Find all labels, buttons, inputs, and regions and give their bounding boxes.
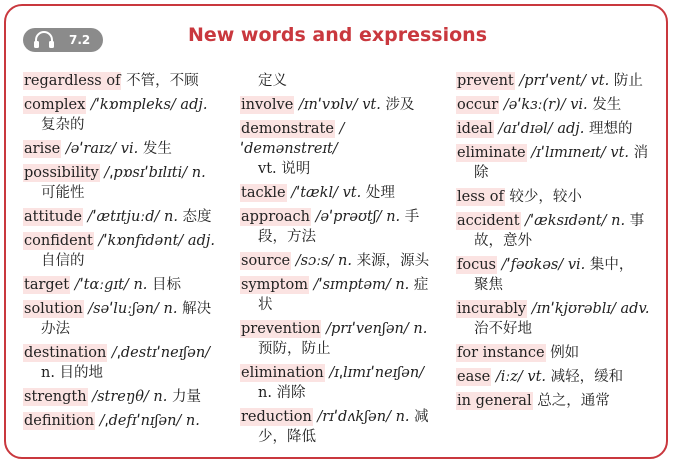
headword: reduction xyxy=(241,409,312,425)
pronunciation: /prɪˈvent/ xyxy=(519,73,586,89)
vocab-entry xyxy=(23,299,223,339)
vocab-entry xyxy=(456,187,656,207)
headword: in general xyxy=(457,393,532,409)
vocab-entry xyxy=(23,71,223,91)
meaning: 例如 xyxy=(550,345,580,361)
entry-line xyxy=(456,119,656,139)
vocab-entry xyxy=(23,411,223,431)
headword: incurably xyxy=(457,301,527,317)
vocab-entry xyxy=(240,363,440,403)
meaning-continued: 除 xyxy=(474,165,489,181)
entry-line xyxy=(23,95,223,115)
part-of-speech: n. xyxy=(413,321,428,337)
entry-line xyxy=(23,207,223,227)
pronunciation: /ˈfəʊkəs/ xyxy=(501,257,564,273)
pronunciation: /ˈkɒnfɪdənt/ xyxy=(98,233,184,249)
meaning: 发生 xyxy=(142,141,172,157)
word-column-2 xyxy=(240,71,440,451)
audio-track-number: 7.2 xyxy=(69,33,91,47)
headword: approach xyxy=(241,209,310,225)
entry-line xyxy=(456,299,656,319)
vocab-entry xyxy=(23,387,223,407)
meaning: 减 xyxy=(414,409,429,425)
part-of-speech: vt. xyxy=(362,97,381,113)
entry-line xyxy=(456,143,656,163)
section-title: New words and expressions xyxy=(187,24,488,46)
meaning-continued: 少，降低 xyxy=(258,429,316,445)
headword: attitude xyxy=(24,209,82,225)
pronunciation: /ɪˌlɪmɪˈneɪʃən/ xyxy=(329,365,425,381)
vocab-entry xyxy=(23,139,223,159)
pronunciation: /prɪˈvenʃən/ xyxy=(326,321,409,337)
headword: involve xyxy=(241,97,294,113)
vocab-entry xyxy=(23,95,223,135)
entry-line xyxy=(240,207,440,227)
vocab-entry xyxy=(240,183,440,203)
part-of-speech: n. xyxy=(386,209,401,225)
entry-line xyxy=(456,391,656,411)
meaning: 集中， xyxy=(589,257,634,273)
pronunciation: /sɔːs/ xyxy=(295,253,334,269)
meaning: 解决 xyxy=(182,301,212,317)
meaning-continued: 聚焦 xyxy=(474,277,503,293)
headword: confident xyxy=(24,233,93,249)
pronunciation: /ˈæksɪdənt/ xyxy=(525,213,607,229)
meaning-continued: vt. 说明 xyxy=(258,161,311,177)
entry-line xyxy=(456,367,656,387)
headword: focus xyxy=(457,257,496,273)
pronunciation: /ˈdemənstreɪt/ xyxy=(240,121,345,157)
meaning: 态度 xyxy=(182,209,212,225)
part-of-speech: vi. xyxy=(570,97,588,113)
pronunciation: /əˈprəʊtʃ/ xyxy=(315,209,382,225)
entry-line xyxy=(23,411,223,431)
entry-line xyxy=(240,183,440,203)
part-of-speech: vt. xyxy=(527,369,547,385)
pronunciation: /ˈtɑːgɪt/ xyxy=(74,277,129,293)
entry-line xyxy=(240,319,440,339)
entry-line xyxy=(240,407,440,427)
vocab-entry xyxy=(456,119,656,139)
part-of-speech: adv. xyxy=(620,301,650,317)
entry-line xyxy=(23,387,223,407)
entry-line xyxy=(240,363,440,383)
part-of-speech: n. xyxy=(338,253,352,269)
entry-line xyxy=(23,299,223,319)
meaning: 不管，不顾 xyxy=(126,73,199,89)
headword: for instance xyxy=(457,345,545,361)
headword: ease xyxy=(457,369,491,385)
headword: definition xyxy=(24,413,95,429)
part-of-speech: adj. xyxy=(187,233,215,249)
pronunciation: /ˈtækl/ xyxy=(291,185,338,201)
vocab-entry xyxy=(240,119,440,179)
entry-line xyxy=(240,119,440,159)
part-of-speech: adj. xyxy=(557,121,585,137)
entry-line xyxy=(23,343,223,363)
pronunciation: /streŋθ/ xyxy=(92,389,149,405)
headword: possibility xyxy=(24,165,99,181)
vocab-entry xyxy=(23,231,223,271)
part-of-speech: vt. xyxy=(610,145,630,161)
part-of-speech: vt. xyxy=(342,185,362,201)
headword: destination xyxy=(24,345,107,361)
vocab-entry xyxy=(23,207,223,227)
entry-line xyxy=(23,139,223,159)
vocab-entry xyxy=(456,343,656,363)
part-of-speech: n. xyxy=(611,213,626,229)
vocab-entry xyxy=(23,343,223,383)
headword: tackle xyxy=(241,185,286,201)
part-of-speech: vi. xyxy=(120,141,139,157)
entry-line xyxy=(456,95,656,115)
meaning: 目标 xyxy=(152,277,181,293)
pronunciation: /əˈkɜː(r)/ xyxy=(503,97,566,113)
meaning: 症 xyxy=(413,277,429,293)
meaning-continued: 预防，防止 xyxy=(258,341,331,357)
entry-line xyxy=(456,71,656,91)
headword: occur xyxy=(457,97,499,113)
meaning: 力量 xyxy=(171,389,201,405)
meaning: 防止 xyxy=(613,73,643,89)
vocab-entry xyxy=(240,319,440,359)
headword: regardless of xyxy=(24,73,121,89)
part-of-speech: n. xyxy=(191,165,206,181)
meaning-continued: 治不好地 xyxy=(474,321,532,337)
vocab-entry xyxy=(456,255,656,295)
word-column-3 xyxy=(456,71,656,415)
entry-line xyxy=(23,231,223,251)
meaning: 发生 xyxy=(592,97,622,113)
meaning-continued: 故，意外 xyxy=(474,233,532,249)
vocab-entry xyxy=(240,207,440,247)
meaning-continued: 自信的 xyxy=(41,253,85,269)
vocab-entry xyxy=(240,251,440,271)
headword: accident xyxy=(457,213,520,229)
vocab-entry xyxy=(456,211,656,251)
meaning-continued: 状 xyxy=(258,297,273,313)
pronunciation: /iːz/ xyxy=(495,369,523,385)
word-column-1 xyxy=(23,71,223,435)
headword: eliminate xyxy=(457,145,526,161)
pronunciation: /ɪnˈkjʊrəblɪ/ xyxy=(531,301,616,317)
entry-line xyxy=(23,71,223,91)
pronunciation: /ˈkɒmpleks/ xyxy=(90,97,176,113)
vocab-entry xyxy=(456,71,656,91)
headword: target xyxy=(24,277,70,293)
entry-line xyxy=(456,187,656,207)
vocab-entry xyxy=(456,143,656,183)
entry-line xyxy=(23,163,223,183)
headword: solution xyxy=(24,301,83,317)
pronunciation: /ˌdestɪˈneɪʃən/ xyxy=(111,345,211,361)
vocab-entry xyxy=(23,275,223,295)
pronunciation: /rɪˈdʌkʃən/ xyxy=(317,409,391,425)
entry-line xyxy=(456,255,656,275)
part-of-speech: n. xyxy=(395,409,410,425)
headword: demonstrate xyxy=(241,121,334,137)
pronunciation: /ˌdefɪˈnɪʃən/ xyxy=(99,413,182,429)
pronunciation: /ˌpɒsɪˈbɪlɪti/ xyxy=(104,165,188,181)
meaning-continued: 段，方法 xyxy=(258,229,316,245)
headword: strength xyxy=(24,389,87,405)
entry-line xyxy=(240,251,440,271)
vocab-entry xyxy=(456,299,656,339)
part-of-speech: adj. xyxy=(180,97,208,113)
meaning: 减轻，缓和 xyxy=(550,369,624,385)
entry-line xyxy=(23,275,223,295)
part-of-speech: vi. xyxy=(567,257,586,273)
headword: ideal xyxy=(457,121,493,137)
vocab-entry xyxy=(456,367,656,387)
headword: symptom xyxy=(241,277,308,293)
entry-line xyxy=(456,211,656,231)
pronunciation: /ɪˈlɪmɪneɪt/ xyxy=(531,145,606,161)
pronunciation: /səˈluːʃən/ xyxy=(88,301,159,317)
headword: prevent xyxy=(457,73,514,89)
meaning-continued: 办法 xyxy=(41,321,70,337)
pronunciation: /əˈraɪz/ xyxy=(65,141,117,157)
meaning: 消 xyxy=(633,145,649,161)
part-of-speech: n. xyxy=(395,277,410,293)
vocab-entry xyxy=(240,407,440,447)
headword: prevention xyxy=(241,321,321,337)
meaning: 总之，通常 xyxy=(537,393,610,409)
meaning: 处理 xyxy=(365,185,395,201)
meaning-continued: 定义 xyxy=(258,73,287,89)
vocab-entry xyxy=(23,163,223,203)
headword: arise xyxy=(24,141,61,157)
meaning-continued: n. 目的地 xyxy=(41,365,104,381)
headword: elimination xyxy=(241,365,324,381)
vocab-entry xyxy=(456,95,656,115)
meaning: 手 xyxy=(404,209,420,225)
part-of-speech: n. xyxy=(163,209,178,225)
meaning: 事 xyxy=(629,213,645,229)
entry-line xyxy=(456,343,656,363)
meaning-continued: n. 消除 xyxy=(258,385,306,401)
pronunciation: /ˈsɪmptəm/ xyxy=(313,277,391,293)
entry-line xyxy=(240,275,440,295)
part-of-speech: n. xyxy=(153,389,168,405)
part-of-speech: n. xyxy=(163,301,178,317)
meaning: 理想的 xyxy=(588,121,633,137)
vocab-entry xyxy=(456,391,656,411)
meaning-continued: 复杂的 xyxy=(41,117,85,133)
entry-line xyxy=(240,95,440,115)
vocab-entry xyxy=(240,95,440,115)
part-of-speech: n. xyxy=(185,413,200,429)
headword: complex xyxy=(24,97,86,113)
pronunciation: /ˈætɪtjuːd/ xyxy=(87,209,160,225)
headword: source xyxy=(241,253,291,269)
pronunciation: /ɪnˈvɒlv/ xyxy=(298,97,358,113)
vocab-entry xyxy=(240,275,440,315)
vocab-entry xyxy=(240,71,440,91)
headword: less of xyxy=(457,189,504,205)
meaning-continued: 可能性 xyxy=(41,185,85,201)
meaning: 来源，源头 xyxy=(356,253,430,269)
meaning: 涉及 xyxy=(385,97,415,113)
meaning: 较少，较小 xyxy=(509,189,582,205)
pronunciation: /aɪˈdɪəl/ xyxy=(498,121,553,137)
part-of-speech: n. xyxy=(133,277,148,293)
part-of-speech: vt. xyxy=(590,73,610,89)
